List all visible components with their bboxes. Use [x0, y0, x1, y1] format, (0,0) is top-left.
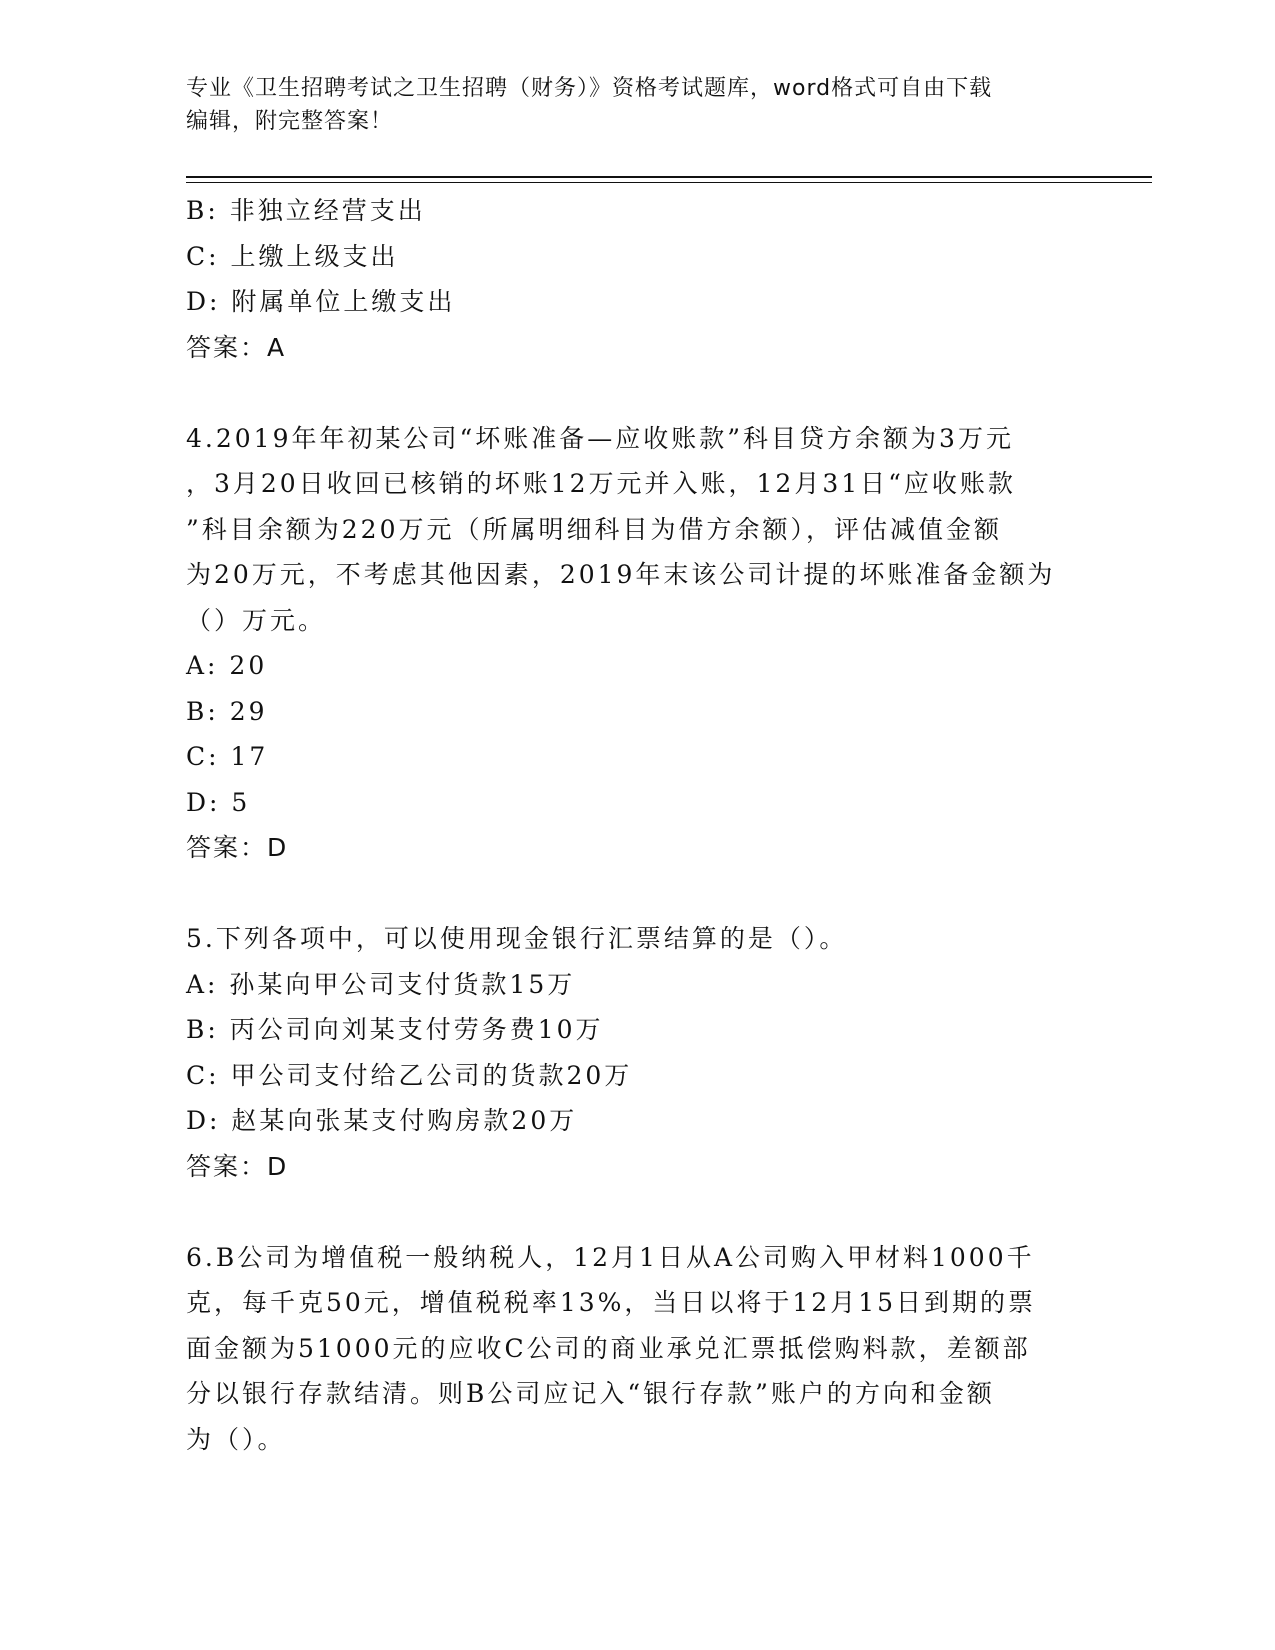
answer: 答案：A — [186, 332, 287, 362]
question-text-line: 为20万元，不考虑其他因素，2019年末该公司计提的坏账准备金额为 — [186, 560, 1056, 589]
question-text-line: 6.B公司为增值税一般纳税人，12月1日从A公司购入甲材料1000千 — [186, 1242, 1035, 1272]
answer: 答案：D — [186, 833, 289, 862]
option-c: C: 甲公司支付给乙公司的货款20万 — [186, 1060, 633, 1090]
question-text-line: 面金额为51000元的应收C公司的商业承兑汇票抵偿购料款，差额部 — [186, 1333, 1031, 1363]
header-rule-thin — [186, 182, 1152, 183]
spacer — [186, 871, 1086, 917]
option-b: B: 29 — [186, 696, 268, 726]
question-6 — [186, 1235, 1086, 1463]
question-5 — [186, 916, 1086, 1189]
spacer — [186, 370, 1086, 416]
option-b: B: 丙公司向刘某支付劳务费10万 — [186, 1015, 604, 1044]
question-text-line: 5.下列各项中，可以使用现金银行汇票结算的是（）。 — [186, 924, 848, 953]
document-body — [186, 188, 1086, 1462]
option-b: B: 非独立经营支出 — [186, 196, 426, 225]
answer: 答案：D — [186, 1151, 289, 1181]
option-d: D: 5 — [186, 787, 251, 817]
question-text-line: （）万元。 — [186, 605, 327, 635]
option-a: A: 20 — [186, 651, 268, 680]
option-c: C: 上缴上级支出 — [186, 241, 399, 271]
question-3-options — [186, 188, 1086, 370]
question-text-line: ，3月20日收回已核销的坏账12万元并入账，12月31日“应收账款 — [186, 469, 1016, 498]
header-rule-thick — [186, 176, 1152, 178]
question-4 — [186, 416, 1086, 871]
option-d: D: 赵某向张某支付购房款20万 — [186, 1106, 578, 1135]
spacer — [186, 1189, 1086, 1235]
question-text-line: 为（）。 — [186, 1424, 286, 1454]
option-a: A: 孙某向甲公司支付货款15万 — [186, 969, 576, 999]
document-header — [186, 72, 1066, 138]
question-text-line: 4.2019年年初某公司“坏账准备—应收账款”科目贷方余额为3万元 — [186, 423, 1014, 453]
header-line-2: 编辑，附完整答案！ — [186, 109, 394, 134]
question-text-line: 克，每千克50元，增值税税率13%，当日以将于12月15日到期的票 — [186, 1288, 1037, 1317]
option-d: D: 附属单位上缴支出 — [186, 287, 456, 316]
header-line-1: 专业《卫生招聘考试之卫生招聘（财务）》资格考试题库，word格式可自由下载 — [186, 76, 993, 101]
question-text-line: ”科目余额为220万元（所属明细科目为借方余额），评估减值金额 — [186, 514, 1003, 544]
option-c: C: 17 — [186, 742, 269, 771]
question-text-line: 分以银行存款结清。则B公司应记入“银行存款”账户的方向和金额 — [186, 1379, 995, 1408]
